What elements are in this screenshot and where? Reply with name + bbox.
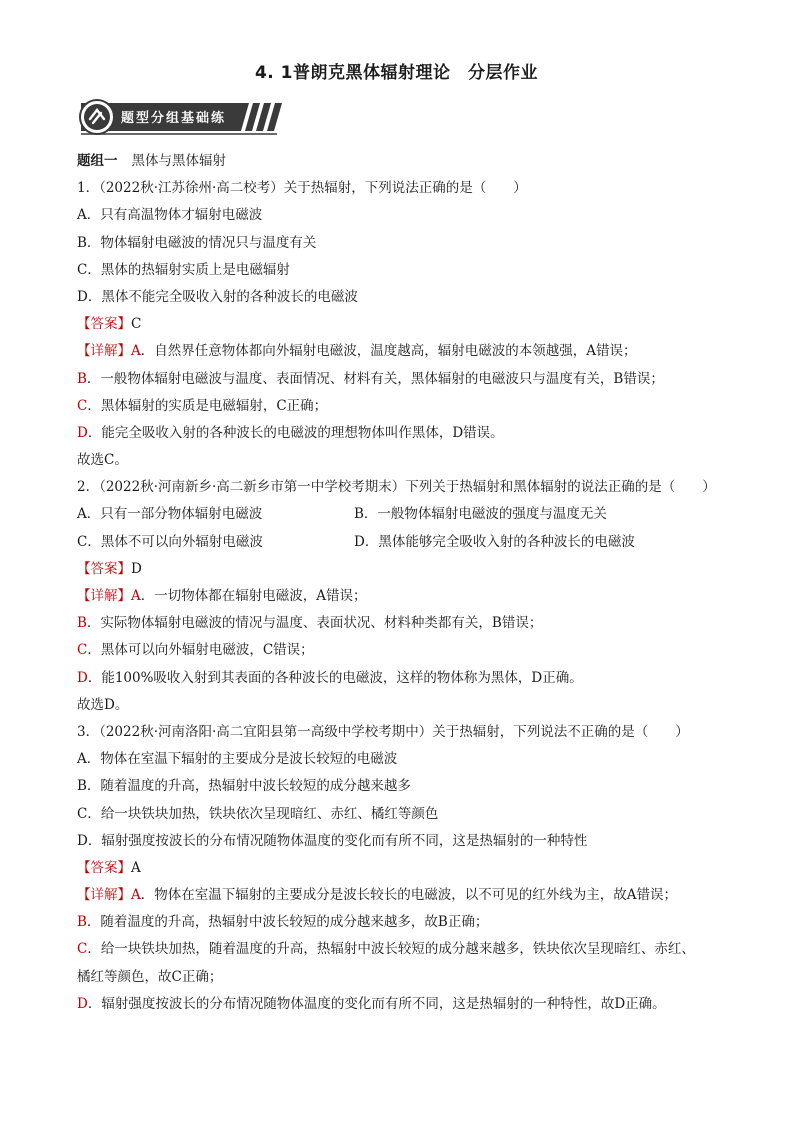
detail-d [77,991,727,1018]
group-name: 黑体与黑体辐射 [131,153,226,169]
detail-text: ．一切物体都在辐射电磁波，A错误； [140,588,367,604]
answer-line [77,311,727,338]
detail-label: D [77,424,88,441]
banner-label: 题型分组基础练 [121,111,227,126]
detail-b [77,366,727,393]
detail-c [77,637,727,664]
group-heading [77,148,727,175]
detail-tag: 【详解】 [77,887,131,904]
detail-d [77,665,727,692]
detail-label: C [77,642,88,659]
detail-text: ．黑体可以向外辐射电磁波，C错误； [87,642,314,659]
option-c: C．黑体的热辐射实质上是电磁辐射 [77,261,290,278]
group-label: 题组一 [77,153,118,169]
answer-line [77,855,727,882]
detail-text: ．自然界任意物体都向外辐射电磁波，温度越高，辐射电磁波的本领越强，A错误； [140,343,637,360]
content [77,148,727,1018]
detail-text: ．给一块铁块加热，随着温度的升高，热辐射中波长较短的成分越来越多，铁块依次呈现暗红、赤红、 [87,941,695,958]
detail-a [77,338,727,365]
answer-tag: 【答案】 [77,560,131,577]
detail-text: ．黑体辐射的实质是电磁辐射，C正确； [87,397,328,414]
option-b: B．随着温度的升高，热辐射中波长较短的成分越来越多 [77,778,411,795]
detail-label: C [77,397,88,414]
detail-d [77,420,727,447]
detail-label: A [131,588,141,604]
detail-label: A [131,343,141,360]
question-stem: 2．（2022秋·河南新乡·高二新乡市第一中学校考期末）下列关于热辐射和黑体辐射的说法正确的是（ ） [77,479,716,496]
detail-label: C [77,941,88,958]
detail-tag: 【详解】 [77,343,131,360]
section-banner [77,97,287,137]
option-a: A．物体在室温下辐射的主要成分是波长较短的电磁波 [77,751,398,768]
detail-text: ．随着温度的升高，热辐射中波长较短的成分越来越多，故B正确； [86,914,489,931]
detail-a [77,583,727,610]
detail-b [77,909,727,936]
detail-label: B [77,615,87,632]
conclusion: 故选C。 [77,452,128,469]
answer-line [77,556,727,583]
detail-text: ．一般物体辐射电磁波与温度、表面情况、材料有关，黑体辐射的电磁波只与温度有关，B错误； [86,370,664,387]
detail-label: B [77,370,87,387]
option-d: D．辐射强度按波长的分布情况随物体温度的变化而有所不同，这是热辐射的一种特性 [77,832,588,849]
detail-text: ．物体在室温下辐射的主要成分是波长较长的电磁波，以不可见的红外线为主，故A错误； [140,887,677,904]
answer-tag: 【答案】 [77,859,131,876]
options-row [77,529,727,556]
detail-label: D [77,995,88,1012]
options-row [77,501,727,528]
option-d: D．黑体不能完全吸收入射的各种波长的电磁波 [77,288,358,305]
detail-a [77,882,727,909]
detail-c [77,393,727,420]
answer-value: C [131,316,142,333]
answer-value: D [131,560,142,577]
detail-label: D [77,669,88,686]
detail-text: ．实际物体辐射电磁波的情况与温度、表面状况、材料种类都有关，B错误； [86,615,543,632]
detail-label: B [77,914,87,931]
question-stem: 3．（2022秋·河南洛阳·高二宜阳县第一高级中学校考期中）关于热辐射，下列说法不正确的是（ ） [77,723,689,740]
option-b: B．一般物体辐射电磁波的强度与温度无关 [354,506,607,523]
detail-text: ．辐射强度按波长的分布情况随物体温度的变化而有所不同，这是热辐射的一种特性，故D正确。 [87,995,666,1012]
detail-tag: 【详解】 [77,588,131,604]
detail-b [77,610,727,637]
option-d: D．黑体能够完全吸收入射的各种波长的电磁波 [354,533,635,550]
detail-text: ．能100%吸收入射到其表面的各种波长的电磁波，这样的物体称为黑体，D正确。 [87,669,583,686]
answer-value: A [131,859,141,876]
page-title: 4. 1普朗克黑体辐射理论 分层作业 [254,63,539,83]
option-a: A．只有高温物体才辐射电磁波 [77,207,263,224]
option-c: C．给一块铁块加热，铁块依次呈现暗红、赤红、橘红等颜色 [77,805,439,822]
detail-label: A [131,887,141,904]
option-c: C．黑体不可以向外辐射电磁波 [77,533,263,550]
detail-text: ．能完全吸收入射的各种波长的电磁波的理想物体叫作黑体，D错误。 [87,424,504,441]
answer-tag: 【答案】 [77,316,131,333]
option-b: B．物体辐射电磁波的情况只与温度有关 [77,234,317,251]
detail-c [77,936,727,963]
conclusion: 故选D。 [77,696,129,713]
question-stem: 1．（2022秋·江苏徐州·高二校考）关于热辐射，下列说法正确的是（ ） [77,180,527,197]
detail-c-cont: 橘红等颜色，故C正确； [77,968,223,985]
option-a: A．只有一部分物体辐射电磁波 [77,506,263,523]
